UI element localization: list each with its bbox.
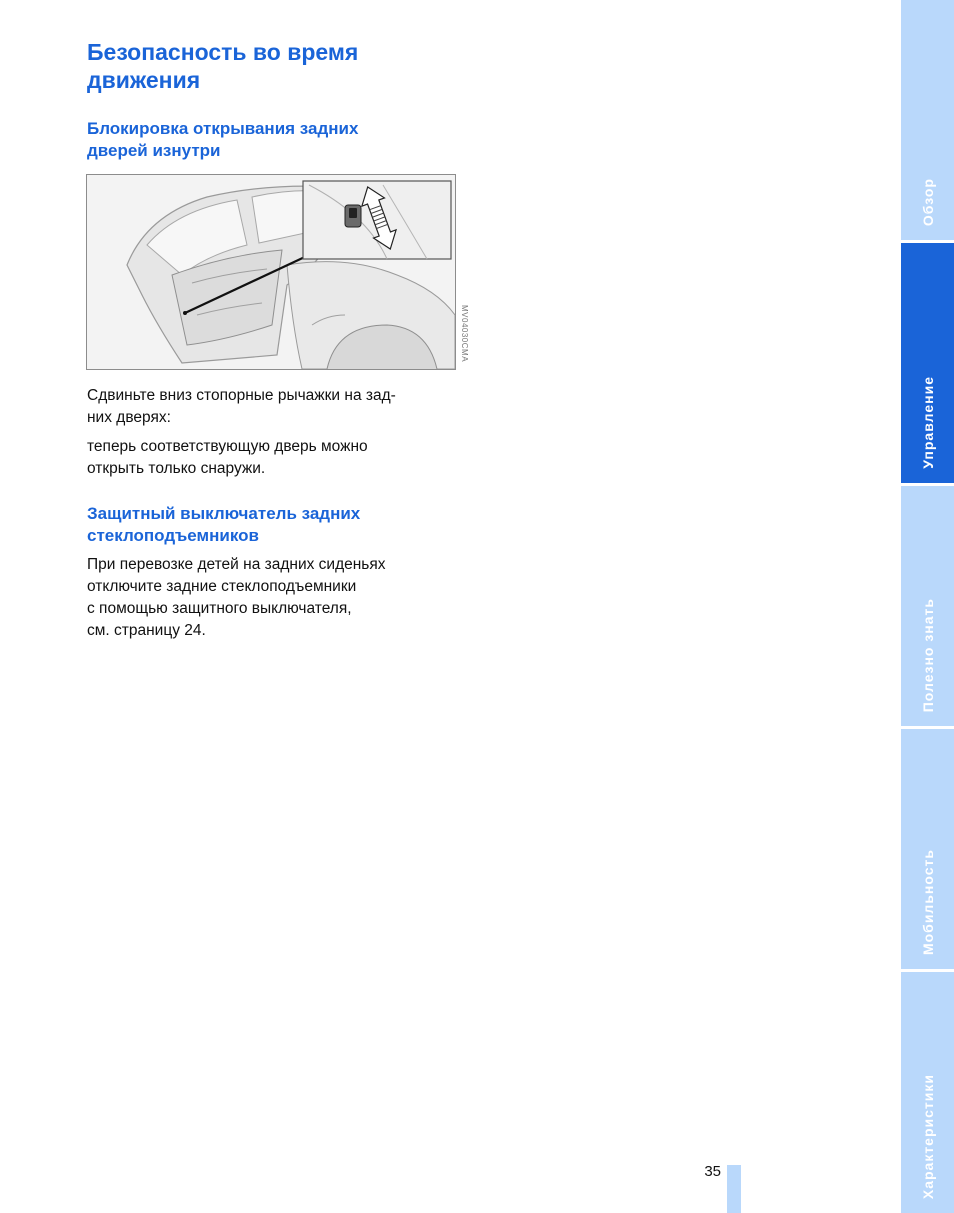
door-lock-illustration-drawing bbox=[87, 175, 455, 369]
tab-controls[interactable] bbox=[901, 243, 954, 483]
door-lock-illustration bbox=[86, 174, 456, 370]
page-marker bbox=[727, 1165, 741, 1213]
page-title bbox=[87, 38, 447, 94]
tab-specifications[interactable] bbox=[901, 972, 954, 1213]
tab-overview[interactable] bbox=[901, 0, 954, 240]
tab-useful-info[interactable] bbox=[901, 486, 954, 726]
paragraph-line: теперь соответствующую дверь можно bbox=[87, 438, 368, 455]
figure-code: MV04030CMA bbox=[460, 305, 469, 363]
paragraph-line: При перевозке детей на задних сиденьях bbox=[87, 556, 386, 573]
tab-label-wrap bbox=[901, 376, 954, 469]
page-title-line-2: движения bbox=[87, 67, 201, 93]
tab-label: Управление bbox=[919, 376, 936, 469]
paragraph-line: см. страницу 24. bbox=[87, 622, 206, 639]
tab-label: Характеристики bbox=[919, 1073, 936, 1199]
section-heading-window-switch bbox=[87, 503, 447, 547]
paragraph-instruction bbox=[87, 385, 447, 429]
paragraph-result bbox=[87, 436, 447, 480]
paragraph-line: Сдвиньте вниз стопорные рычажки на зад- bbox=[87, 387, 396, 404]
section-heading-line-2: дверей изнутри bbox=[87, 141, 221, 160]
tab-label-wrap bbox=[901, 1074, 954, 1199]
page-number: 35 bbox=[704, 1163, 721, 1180]
paragraph-line: с помощью защитного выключателя, bbox=[87, 600, 352, 617]
tab-label: Мобильность bbox=[919, 848, 936, 955]
tab-label-wrap bbox=[901, 178, 954, 226]
tab-label: Обзор bbox=[919, 177, 936, 226]
page-title-line-1: Безопасность во время bbox=[87, 39, 359, 65]
tab-label-wrap bbox=[901, 849, 954, 955]
paragraph-child-safety bbox=[87, 554, 447, 642]
section-heading-line-1: Защитный выключатель задних bbox=[87, 504, 361, 523]
section-heading-line-1: Блокировка открывания задних bbox=[87, 119, 359, 138]
section-heading-door-lock bbox=[87, 118, 447, 162]
paragraph-line: открыть только снаружи. bbox=[87, 460, 266, 477]
tab-label: Полезно знать bbox=[919, 597, 936, 712]
section-heading-line-2: стеклоподъемников bbox=[87, 526, 259, 545]
chapter-sidebar bbox=[901, 0, 954, 1213]
paragraph-line: них дверях: bbox=[87, 409, 171, 426]
paragraph-line: отключите задние стеклоподъемники bbox=[87, 578, 357, 595]
tab-label-wrap bbox=[901, 598, 954, 712]
tab-mobility[interactable] bbox=[901, 729, 954, 969]
